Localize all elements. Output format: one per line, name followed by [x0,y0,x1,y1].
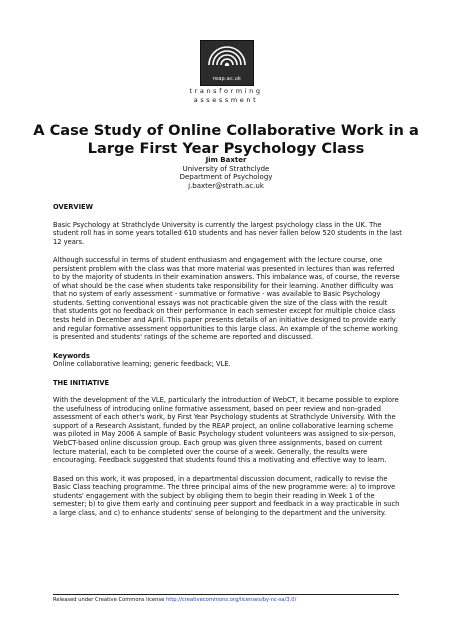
logo-tagline-1: transforming [189,87,263,95]
page-title [30,122,422,158]
initiative-paragraph-2: Based on this work, it was proposed, in a departmental discussion document, radically to revise the Basic Class teaching programme. The three principal aims of the new programme were: a) to improve students' engagement with the subject by obliging them to begin their reading in Week 1 of the semester; b) to give them early and continuing peer support and feedback in a way practicable in such a large class, and c) to enhance students' sense of belonging to the department and the university. [53,474,400,517]
author-email: j.baxter@strath.ac.uk [188,181,264,190]
footer-divider [53,594,399,595]
reap-logo [199,40,255,86]
overview-paragraph-2: Although successful in terms of student enthusiasm and engagement with the lecture course, one persistent problem with the class was that more material was presented in lectures than was referred to by the majority of students in their examination answers. This imbalance was, of course, the reverse of what should be the case when students take responsibility for their learning. Another difficulty was that no system of early assessment - summative or formative - was available to Basic Psychology students. Setting conventional essays was not practicable given the size of the class with the result that students got no feedback on their performance in each semester except for multiple choice class tests held in December and April. This paper presents details of an initiative designed to provide early and regular formative assessment opportunities to this large class. An example of the scheme working is presented and students' ratings of the scheme are reported and discussed. [53,256,400,342]
license-label: Released under Creative Commons license [53,597,165,603]
license-link[interactable]: http://creativecommons.org/licenses/by-nc-sa/3.0/ [165,597,297,603]
keywords-text: Online collaborative learning; generic feedback; VLE. [53,360,231,369]
overview-heading: OVERVIEW [53,203,94,211]
title-line-1: A Case Study of Online Collaborative Work in a [33,122,419,139]
logo-box [200,40,254,86]
initiative-heading: THE INITIATIVE [53,378,110,387]
logo-tagline-2: assessment [193,96,259,104]
author-affiliation-2: Department of Psychology [179,173,273,182]
overview-paragraph-1: Basic Psychology at Strathclyde University is currently the largest psychology class in the UK. The student roll has in some years totalled 610 students and has never fallen below 520 students in the last 12 years. [53,220,402,246]
author-affiliation-1: University of Strathclyde [182,164,270,173]
footer [53,597,413,603]
author-name: Jim Baxter [205,156,247,164]
document-body [53,203,403,525]
initiative-paragraph-1: With the development of the VLE, particularly the introduction of WebCT, it became possible to explore the usefulness of introducing online formative assessment, based on peer review and non-graded assessment of each other's work, by First Year Psychology students at Strathclyde University. With the support of a Research Assistant, funded by the REAP project, an online collaborative learning scheme was piloted in May 2006 A sample of Basic Psychology student volunteers was assigned to six-person, WebCT-based online discussion group. Each group was given three assignments, based on current lecture material, each to be completed over the course of a week. Generally, the results were encouraging. Feedback suggested that students found this a motivating and effective way to learn. [53,396,399,465]
keywords-heading: Keywords [53,351,90,360]
author-block [126,156,326,190]
logo-site-text: reap.ac.uk [212,76,242,82]
title-line-2: Large First Year Psychology Class [87,140,365,157]
